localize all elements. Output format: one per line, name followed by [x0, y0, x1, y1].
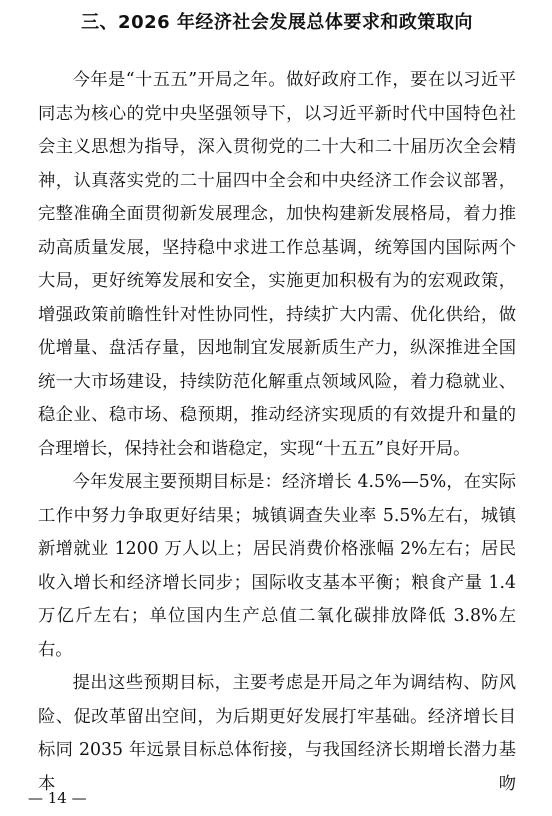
body-text	[38, 64, 516, 801]
document-page	[28, 0, 516, 816]
paragraph-1: 今年是“十五五”开局之年。做好政府工作，要在以习近平同志为核心的党中央坚强领导下，以习近平新时代中国特色社会主义思想为指导，深入贯彻党的二十大和二十届历次全会精神，认真落实党的二十届四中全会和中央经济工作会议部署，完整准确全面贯彻新发展理念，加快构建新发展格局，着力推动高质量发展，坚持稳中求进工作总基调，统筹国内国际两个大局，更好统筹发展和安全，实施更加积极有为的宏观政策，增强政策前瞻性针对性协同性，持续扩大内需、优化供给，做优增量、盘活存量，因地制宜发展新质生产力，纵深推进全国统一大市场建设，持续防范化解重点领域风险，着力稳就业、稳企业、稳市场、稳预期，推动经济实现质的有效提升和量的合理增长，保持社会和谐稳定，实现“十五五”良好开局。	[38, 70, 516, 459]
paragraph-2: 今年发展主要预期目标是：经济增长 4.5%—5%，在实际工作中努力争取更好结果；城镇调查失业率 5.5%左右，城镇新增就业 1200 万人以上；居民消费价格涨幅 2%左右；居民收入增长和经济增长同步；国际收支基本平衡；粮食产量 1.4 万亿斤左右；单位国内生产总值二氧化碳排放降低 3.8%左右。	[38, 472, 516, 660]
page-number: — 14 —	[28, 789, 87, 807]
section-heading: 三、2026 年经济社会发展总体要求和政策取向	[81, 12, 473, 33]
paragraph-3: 提出这些预期目标，主要考虑是开局之年为调结构、防风险、促改革留出空间，为后期更好发展打牢基础。经济增长目标同 2035 年远景目标总体衔接，与我国经济长期增长潜力基本吻	[38, 673, 516, 794]
